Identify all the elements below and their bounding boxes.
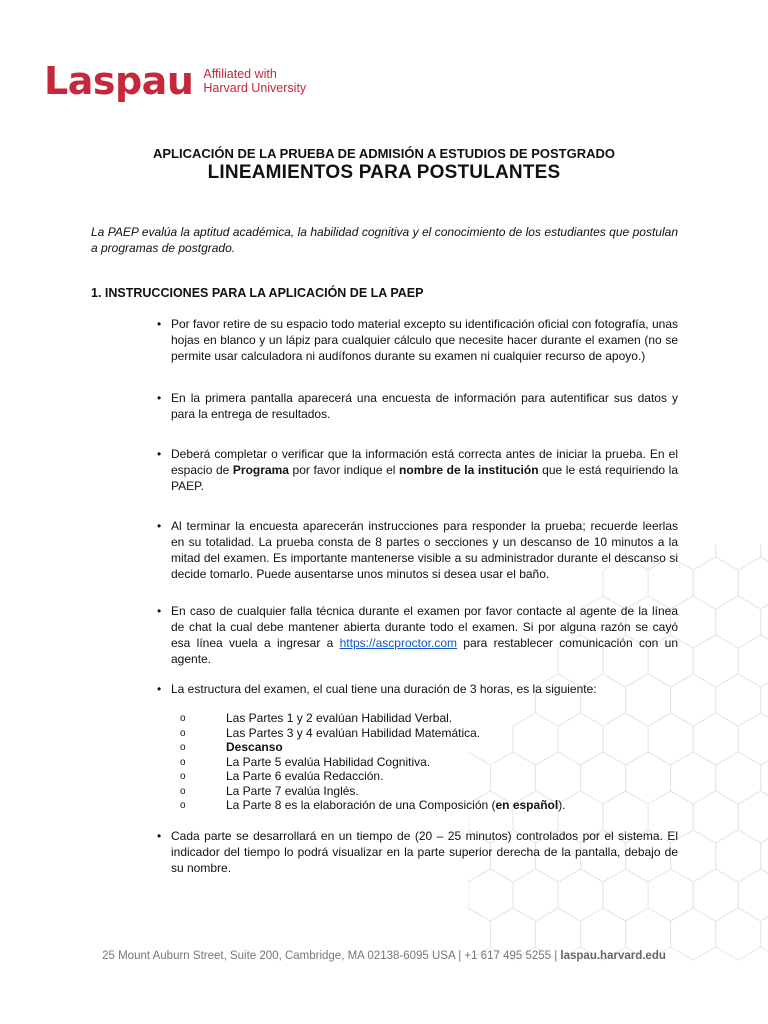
section-heading-1: 1. INSTRUCCIONES PARA LA APLICACIÓN DE LA PAEP — [91, 286, 424, 300]
bullet-icon: • — [157, 391, 162, 405]
footer-website: laspau.harvard.edu — [560, 950, 666, 962]
bullet-item-technical-failure: • En caso de cualquier falla técnica durante el examen por favor contacte al agente de la línea de chat la cual debe mantener abierta durante todo el examen. Si por alguna razón se cayó esa línea vuela a ingresar a https://ascproctor.com para restablecer comunicación con un agente. — [157, 604, 678, 666]
bullet-item-structure: • La estructura del examen, el cual tiene una duración de 3 horas, es la siguiente: — [157, 682, 597, 696]
sublist-marker-icon: o — [180, 800, 186, 811]
laspau-logo — [44, 59, 307, 103]
bullet-item-verify-info: • Deberá completar o verificar que la información está correcta antes de iniciar la prueba. En el espacio de Programa por favor indique el nombre de la institución que le está requiriendo la PAEP. — [157, 447, 678, 493]
bullet-item-timing: • Cada parte se desarrollará en un tiempo de (20 – 25 minutos) controlados por el sistema. El indicador del tiempo lo podrá visualizar en la parte superior derecha de la pantalla, debajo de su nombre. — [157, 829, 678, 875]
footer-address: 25 Mount Auburn Street, Suite 200, Cambridge, MA 02138-6095 USA | +1 617 495 5255 | — [102, 950, 561, 962]
document-title: LINEAMIENTOS PARA POSTULANTES — [207, 162, 561, 183]
sublist-marker-icon: o — [180, 785, 186, 797]
document-subtitle: APLICACIÓN DE LA PRUEBA DE ADMISIÓN A ESTUDIOS DE POSTGRADO — [152, 146, 615, 161]
sublist-marker-icon: o — [180, 742, 186, 753]
bullet-icon: • — [157, 447, 162, 461]
sublist-marker-icon: o — [180, 756, 186, 768]
affiliation-line-1: Affiliated with — [203, 67, 277, 81]
bullet-icon: • — [157, 519, 162, 533]
sublist-marker-icon: o — [180, 771, 186, 782]
page-footer — [0, 950, 768, 962]
bullet-item-instructions: • Al terminar la encuesta aparecerán instrucciones para responder la prueba; recuerde leerlas en su totalidad. La prueba consta de 8 partes o secciones y un descanso de 10 minutos a la mitad del examen. Es importante mantenerse visible a su administrador durante el descanso si decide tomarlo. Puede ausentarse unos minutos si desea usar el baño. — [157, 519, 678, 581]
logo-affiliation — [203, 67, 306, 95]
bullet-icon: • — [157, 604, 162, 618]
affiliation-line-2: Harvard University — [203, 81, 307, 95]
bullet-icon: • — [157, 317, 162, 331]
bullet-icon: • — [157, 829, 162, 843]
intro-paragraph: La PAEP evalúa la aptitud académica, la habilidad cognitiva y el conocimiento de los estudiantes que postulan a programas de postgrado. — [91, 225, 678, 255]
logo-wordmark: Laspau — [44, 59, 194, 103]
bullet-item-materials: • Por favor retire de su espacio todo material excepto su identificación oficial con fotografía, unas hojas en blanco y un lápiz para cualquier cálculo que necesite hacer durante el examen (no se permite usar calculadora ni audífonos durante su examen ni cualquier recurso de apoyo.) — [157, 317, 678, 363]
sublist-marker-icon: o — [180, 727, 186, 739]
bullet-item-survey: • En la primera pantalla aparecerá una encuesta de información para autentificar sus datos y para la entrega de resultados. — [157, 391, 678, 421]
sublist-marker-icon: o — [180, 713, 186, 724]
ascproctor-link[interactable]: https://ascproctor.com — [339, 636, 457, 650]
bullet-icon: • — [157, 682, 162, 696]
document-page: Laspau Affiliated with Harvard University APLICACIÓN DE LA PRUEBA DE ADMISIÓN A ESTUDIOS DE POSTGRADO LINEAMIENTOS PARA POSTULANTES La PAEP evalúa la aptitud académica, la habilidad cognitiva y el conocimiento de los estudiantes que postulan a programas de postgrado. 1. INSTRUCCIONES PARA LA APLICACIÓN DE LA PAEP • Por favor retire de su espacio todo material excepto su identificación oficial con fotografía, unas hojas en blanco y un lápiz para cualquier cálculo que necesite hacer durante el examen (no se permite usar calculadora ni audífonos durante su examen ni cualquier recurso de apoyo.) • En la primera pantalla aparecerá una encuesta de información para autentificar sus datos y para la entrega de resultados. • Deberá completar o verificar que la información está correcta antes de iniciar la prueba. En el espacio de Programa por favor indique el nombre de la institución que le está requiriendo la PAEP. • Al terminar la encuesta aparecerán instrucciones para responder la prueba; recuerde leerlas en su totalidad. La prueba consta de 8 partes o secciones y un descanso de 10 minutos a la mitad del examen. Es importante mantenerse visible a su administrador durante el descanso si decide tomarlo. Puede ausentarse unos minutos si desea usar el baño. • En caso de cualquier falla técnica durante el examen por favor contacte al agente de la línea de chat la cual debe mantener abierta durante todo el examen. Si por alguna razón se cayó esa línea vuela a ingresar a https://ascproctor.com para restablecer comunicación con un agente. • La estructura del examen, el cual tiene una duración de 3 horas, es la siguiente: o Las Partes 1 y 2 evalúan Habilidad Verbal. o Las Partes 3 y 4 evalúan Habilidad Matemática. o Descanso o La Parte 5 evalúa Habilidad Cognitiva. o La Parte 6 evalúa Redacción. o La Parte 7 evalúa Inglés. o La Parte 8 es la elaboración de una Composición (en español). • Cada parte se desarrollará en un tiempo de (20 – 25 minutos) controlados por el sistema. El indicador del tiempo lo podrá visualizar en la parte superior derecha de la pantalla, debajo de su nombre. 25 Mount Auburn Street, Suite 200, Cambridge, MA 02138-6095 USA | +1 617 495 5255 | laspau.harvard.edu — [0, 0, 768, 1024]
